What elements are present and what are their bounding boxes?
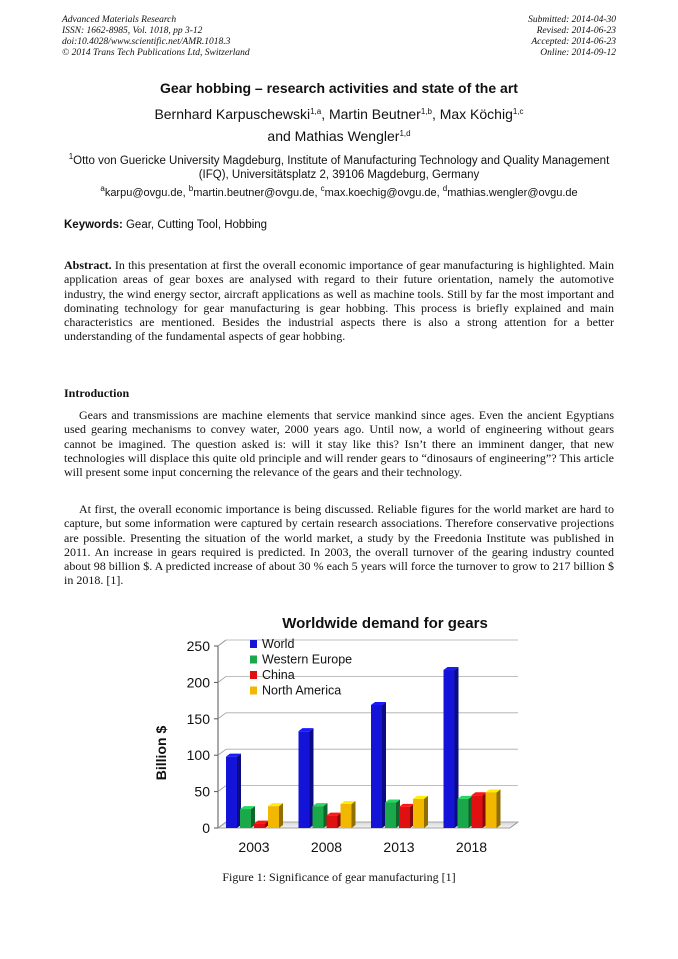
bar (268, 803, 283, 828)
bar-front (385, 803, 396, 828)
date-submitted: Submitted: 2014-04-30 (528, 15, 616, 25)
bar (240, 806, 255, 828)
bar-front (341, 804, 352, 828)
y-tick-label: 100 (186, 747, 210, 764)
gridline-diagonal (218, 713, 226, 719)
legend-swatch (250, 656, 257, 664)
legend-label: Western Europe (262, 652, 353, 667)
email-address[interactable]: mathias.wengler@ovgu.de (447, 187, 578, 199)
bar-front (268, 806, 279, 828)
intro-paragraph-1: Gears and transmissions are machine elements that service mankind since ages. Even the ancient Egyptians used gearing mechanisms to convey water, 2000 years ago. Until now, a world of engineering without gears cannot be imagined. The question asked is: will it stay like this? Isn’t there an imminent danger, that new technologies will displace this quite old principle and will render gears to “dinosaurs of engineering”? This article will present some input concerning the relevance of the gears and their technology. (64, 408, 614, 480)
bar (444, 667, 459, 828)
legend-swatch (250, 671, 257, 679)
bar-side (279, 803, 283, 828)
journal-issn: ISSN: 1662-8985, Vol. 1018, pp 3-12 (62, 26, 203, 36)
bar (413, 796, 428, 828)
bar (226, 754, 241, 828)
gridline-diagonal (218, 786, 226, 792)
legend-swatch (250, 687, 257, 695)
y-tick-label: 150 (186, 710, 210, 727)
x-tick-label: 2013 (383, 839, 415, 855)
journal-name: Advanced Materials Research (62, 15, 177, 25)
bar-front (444, 670, 455, 828)
gear-demand-chart (150, 608, 530, 863)
email-address[interactable]: martin.beutner@ovgu.de, (193, 187, 321, 199)
author-separator: , (321, 106, 329, 122)
keywords-label: Keywords: (64, 219, 123, 231)
date-online: Online: 2014-09-12 (540, 48, 616, 58)
email-sup: a (100, 184, 105, 193)
author-affil-sup: 1,a (310, 107, 322, 116)
bar-front (254, 824, 265, 828)
bar (458, 796, 473, 828)
bar-side (497, 789, 501, 828)
chart-legend (250, 637, 352, 698)
author-name: Bernhard Karpuschewski (154, 106, 311, 122)
y-tick-label: 250 (186, 638, 210, 654)
bar (341, 801, 356, 828)
email-sup: d (442, 184, 448, 193)
bar-front (472, 795, 483, 828)
y-tick-label: 0 (202, 820, 210, 836)
affiliation-text: Otto von Guericke University Magdeburg, Institute of Manufacturing Technology and Quality Management (IFQ), Universitätsplatz 2, 39106 Magdeburg, Germany (73, 155, 610, 181)
bar-front (486, 792, 497, 828)
bar (399, 804, 414, 828)
affiliation-sup: 1 (68, 152, 74, 161)
affiliation (60, 150, 618, 182)
gridline-diagonal (218, 676, 226, 682)
abstract-label: Abstract. (64, 258, 112, 272)
bar (486, 789, 501, 828)
date-revised: Revised: 2014-06-23 (536, 26, 616, 36)
email-address[interactable]: max.koechig@ovgu.de, (324, 187, 443, 199)
author-affil-sup: 1,c (512, 107, 524, 116)
x-tick-label: 2003 (238, 839, 270, 855)
bar (313, 803, 328, 828)
chart-svg (150, 608, 530, 863)
bar-front (240, 809, 251, 828)
bar (327, 813, 342, 828)
abstract (64, 258, 614, 344)
author-affil-sup: 1,d (399, 129, 411, 138)
gridline-diagonal (218, 640, 226, 646)
bar-side (424, 796, 428, 828)
x-tick-label: 2018 (455, 839, 488, 855)
section-heading-introduction: Introduction (64, 386, 130, 400)
abstract-text: In this presentation at first the overall economic importance of gear manufacturing is highlighted. Main application areas of gear boxes are analysed with regard to their future orientation, namely the automotive industry, the wind energy sector, aircraft applications as well as machine tools. Still by far the most important and dominating technology for gear manufacturing is gear hobbing. This process is briefly explained and main characteristics are mentioned. Besides the industrial aspects there is also a strong attention for a better understanding of the fundamental aspects of gear hobbing. (64, 258, 614, 344)
y-axis-label: Billion $ (153, 725, 169, 781)
bar-front (313, 806, 324, 828)
journal-copyright: © 2014 Trans Tech Publications Ltd, Switzerland (62, 48, 250, 58)
author-name: Martin Beutner (328, 106, 421, 122)
keywords-text: Gear, Cutting Tool, Hobbing (122, 219, 268, 231)
date-accepted: Accepted: 2014-06-23 (531, 37, 616, 47)
keywords (64, 219, 267, 231)
x-tick-label: 2008 (310, 839, 343, 855)
bar-front (413, 799, 424, 828)
bar-front (226, 757, 237, 828)
author-name: and Mathias Wengler (267, 128, 400, 144)
bar-front (371, 705, 382, 828)
bar-front (327, 816, 338, 828)
author-list (0, 102, 678, 146)
bar (371, 702, 386, 828)
bar (385, 800, 400, 828)
email-sup: c (320, 184, 325, 193)
intro-paragraph-2: At first, the overall economic importance is being discussed. Reliable figures for the world market are hard to capture, but some information were captured by certain research associations. Therefore conservative projections are possible. Presenting the situation of the world market, a study by the Freedonia Institute was published in 2011. An increase in gears required is predicted. In 2003, the overall turnover of the gearing industry counted about 98 billion $. A predicted increase of about 30 % each 5 years will force the turnover to grow to 217 billion $ in 2018. [1]. (64, 502, 614, 588)
legend-label: North America (262, 683, 342, 698)
gridline-diagonal (218, 749, 226, 755)
bar-front (399, 807, 410, 828)
bar (299, 728, 314, 828)
bar-side (352, 801, 356, 828)
bar-front (458, 799, 469, 828)
author-separator: , (431, 106, 440, 122)
journal-info (62, 15, 250, 59)
author-affil-sup: 1,b (420, 107, 432, 116)
paper-title: Gear hobbing – research activities and state of the art (160, 80, 518, 96)
legend-label: World (262, 637, 295, 651)
legend-swatch (250, 640, 257, 648)
author-name: Max Köchig (439, 106, 513, 122)
publication-dates (528, 15, 616, 59)
email-address[interactable]: karpu@ovgu.de, (104, 187, 189, 199)
email-sup: b (188, 184, 194, 193)
y-tick-label: 200 (186, 674, 210, 691)
email-list (0, 184, 678, 199)
figure-caption: Figure 1: Significance of gear manufacturing [1] (222, 870, 456, 884)
bar-front (299, 731, 310, 828)
legend-label: China (262, 668, 295, 682)
bar (472, 792, 487, 828)
journal-doi[interactable]: doi:10.4028/www.scientific.net/AMR.1018.3 (62, 37, 231, 47)
y-tick-label: 50 (194, 783, 210, 800)
chart-title: Worldwide demand for gears (282, 615, 488, 632)
